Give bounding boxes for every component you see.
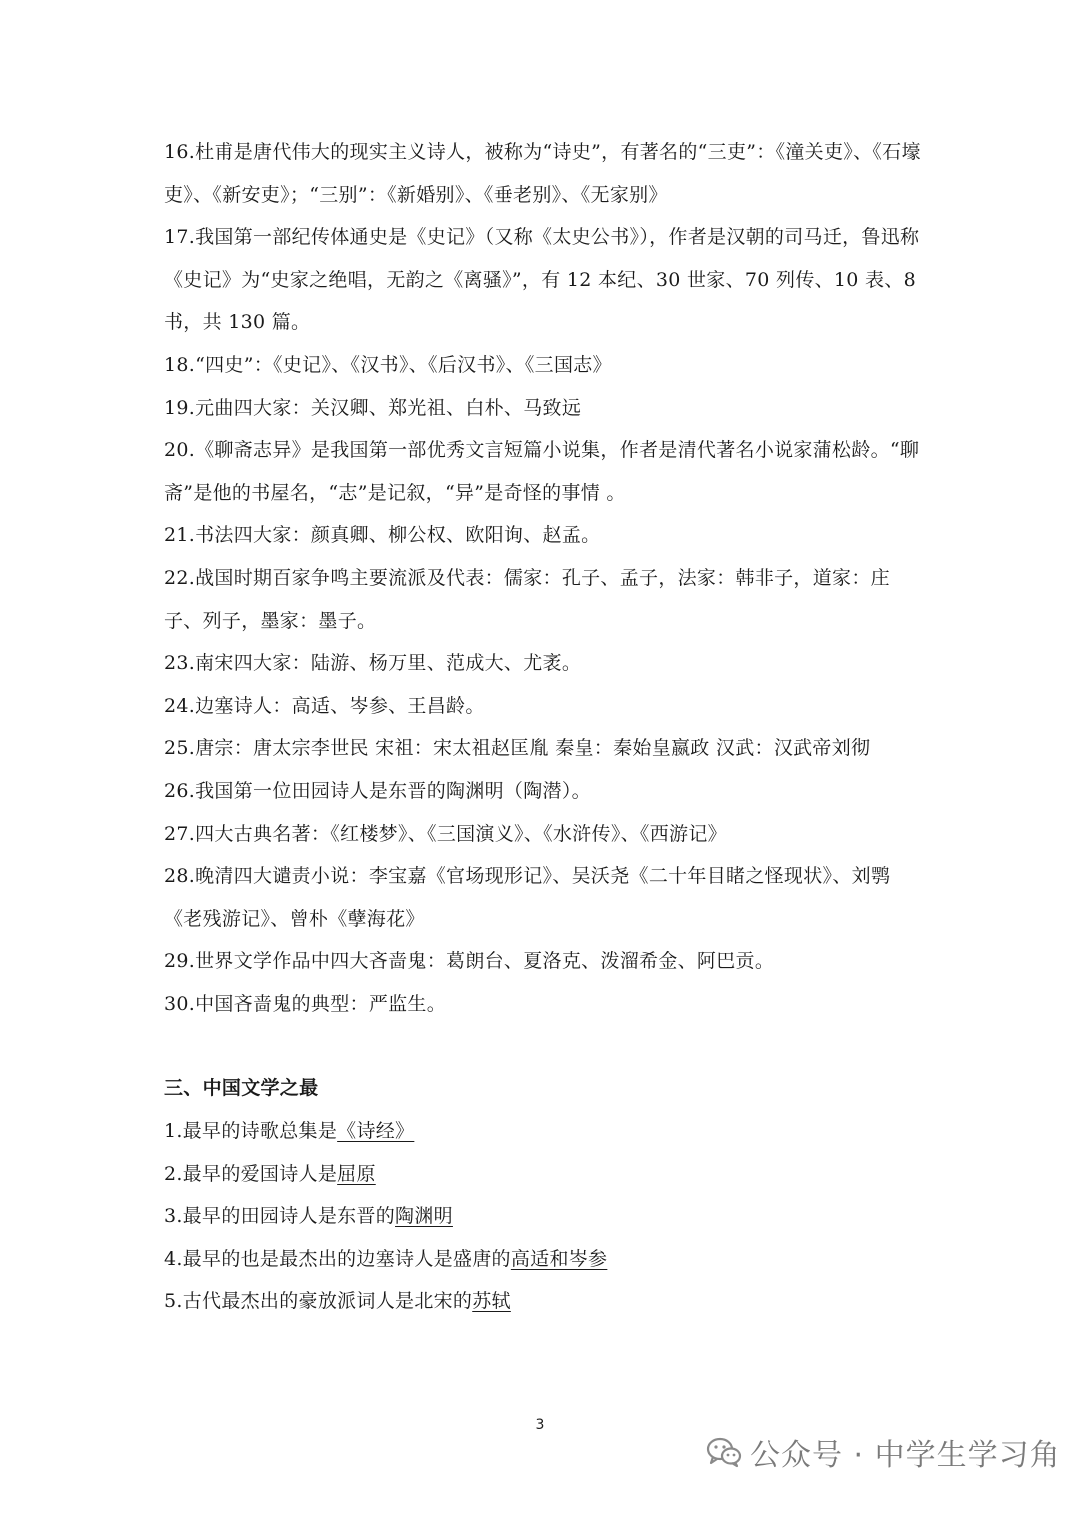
- list-item: 26.我国第一位田园诗人是东晋的陶渊明（陶潜）。: [164, 779, 591, 802]
- list-item: [164, 1195, 924, 1238]
- list-item: 17.我国第一部纪传体通史是《史记》（又称《太史公书》），作者是汉朝的司马迁，鲁迅称《史记》为“史家之绝唱，无韵之《离骚》”，有 12 本纪、30 世家、70 列传、10 表、8 书，共 130 篇。: [164, 226, 920, 334]
- list-item: 18.“四史”：《史记》、《汉书》、《后汉书》、《三国志》: [164, 353, 612, 376]
- underlined-answer: 高适和岑参: [510, 1247, 608, 1270]
- list-item: 21.书法四大家：颜真卿、柳公权、欧阳询、赵孟。: [164, 524, 601, 547]
- list-item: 30.中国吝啬鬼的典型：严监生。: [164, 992, 447, 1015]
- item-text: 2.最早的爱国诗人是: [164, 1162, 338, 1185]
- wechat-icon: [706, 1436, 742, 1468]
- list-item: 24.边塞诗人：高适、岑参、王昌龄。: [164, 694, 485, 717]
- list-item: 27.四大古典名著：《红楼梦》、《三国演义》、《水浒传》、《西游记》: [164, 822, 727, 845]
- underlined-answer: 屈原: [337, 1162, 376, 1185]
- item-text: 1.最早的诗歌总集是: [164, 1120, 338, 1143]
- list-item: 20.《聊斋志异》是我国第一部优秀文言短篇小说集，作者是清代著名小说家蒲松龄。“聊斋”是他的书屋名，“志”是记叙，“异”是奇怪的事情 。: [164, 439, 920, 504]
- section-heading: 三、中国文学之最: [164, 1077, 319, 1100]
- page-content: [164, 131, 924, 1323]
- list-item: [164, 1238, 924, 1281]
- list-item: 29.世界文学作品中四大吝啬鬼：葛朗台、夏洛克、泼溜希金、阿巴贡。: [164, 950, 775, 973]
- item-text: 5.古代最杰出的豪放派词人是北宋的: [164, 1290, 473, 1313]
- underlined-answer: 《诗经》: [337, 1120, 415, 1143]
- list-item: [164, 1153, 924, 1196]
- list-item: 16.杜甫是唐代伟大的现实主义诗人，被称为“诗史”，有著名的“三吏”：《潼关吏》、《石壕吏》、《新安吏》；“三别”：《新婚别》、《垂老别》、《无家别》: [164, 141, 921, 206]
- item-text: 4.最早的也是最杰出的边塞诗人是盛唐的: [164, 1247, 511, 1270]
- list-item: 22.战国时期百家争鸣主要流派及代表：儒家：孔子、孟子，法家：韩非子，道家：庄子、列子，墨家：墨子。: [164, 566, 890, 632]
- item-text: 3.最早的田园诗人是东晋的: [164, 1205, 396, 1228]
- watermark-text: 公众号 · 中学生学习角: [750, 1438, 1061, 1473]
- list-item: [164, 1110, 924, 1153]
- list-item: 19.元曲四大家：关汉卿、郑光祖、白朴、马致远: [164, 396, 582, 419]
- page-number: 3: [535, 1417, 545, 1433]
- list-item: 25.唐宗：唐太宗李世民 宋祖：宋太祖赵匡胤 秦皇：秦始皇嬴政 汉武：汉武帝刘彻: [164, 737, 871, 760]
- watermark: [706, 1432, 1061, 1472]
- list-item: 28.晚清四大谴责小说：李宝嘉《官场现形记》、吴沃尧《二十年目睹之怪现状》、刘鹗《老残游记》、曾朴《孽海花》: [164, 865, 891, 930]
- list-item: 23.南宋四大家：陆游、杨万里、范成大、尤袤。: [164, 652, 582, 675]
- underlined-answer: 陶渊明: [395, 1205, 453, 1228]
- list-item: [164, 1280, 924, 1323]
- underlined-answer: 苏轼: [472, 1290, 511, 1313]
